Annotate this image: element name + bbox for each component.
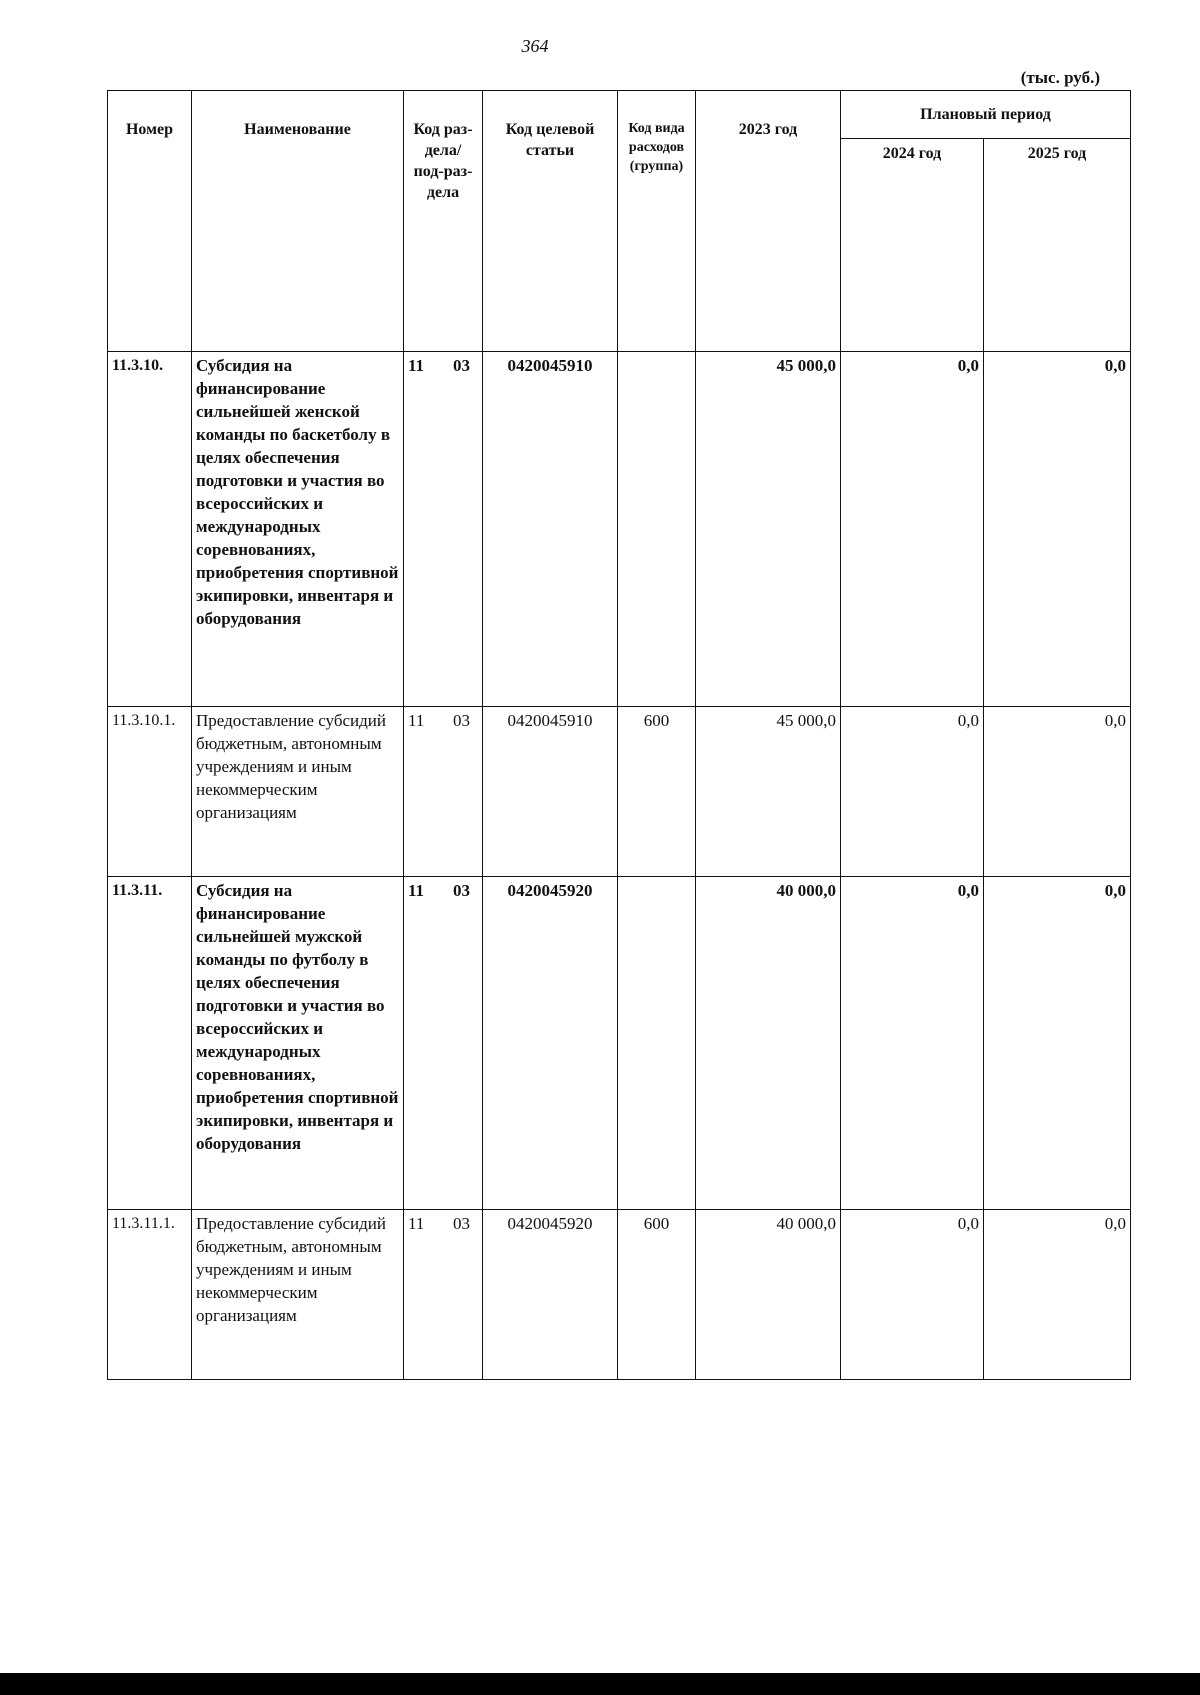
razdel-code: 11 (408, 356, 425, 375)
row-name: Субсидия на финансирование сильнейшей женской команды по баскетболу в целях обеспечения подготовки и участия во всероссийских и международных соревнованиях, приобретения спортивной экипировки, инвентаря и оборудования (192, 352, 404, 707)
row-number: 11.3.11.1. (108, 1210, 192, 1380)
row-target-code: 0420045910 (483, 707, 618, 877)
razdel-code: 11 (408, 1214, 425, 1233)
row-number: 11.3.10.1. (108, 707, 192, 877)
header-number: Номер (108, 91, 192, 352)
row-target-code: 0420045920 (483, 1210, 618, 1380)
header-razdel: Код раз-дела/ под-раз-дела (404, 91, 483, 352)
row-2024-value: 0,0 (841, 877, 984, 1210)
page-number: 364 (521, 36, 549, 56)
podrazdel-code: 03 (453, 356, 470, 375)
row-vid-code (618, 352, 696, 707)
table-row (108, 352, 1131, 707)
header-name: Наименование (192, 91, 404, 352)
razdel-code: 11 (408, 711, 425, 730)
row-2023-value: 45 000,0 (696, 352, 841, 707)
row-vid-code: 600 (618, 1210, 696, 1380)
header-2023: 2023 год (696, 91, 841, 352)
row-2025-value: 0,0 (984, 1210, 1131, 1380)
row-name: Предоставление субсидий бюджетным, автономным учреждениям и иным некоммерческим организациям (192, 1210, 404, 1380)
table-row (108, 877, 1131, 1210)
row-2025-value: 0,0 (984, 877, 1131, 1210)
row-2023-value: 40 000,0 (696, 877, 841, 1210)
podrazdel-code: 03 (453, 711, 470, 730)
table-row (108, 707, 1131, 877)
row-razdel (404, 1210, 483, 1380)
row-number: 11.3.11. (108, 877, 192, 1210)
row-name: Субсидия на финансирование сильнейшей мужской команды по футболу в целях обеспечения подготовки и участия во всероссийских и международных соревнованиях, приобретения спортивной экипировки, инвентаря и оборудования (192, 877, 404, 1210)
header-vid: Код вида расходов (группа) (618, 91, 696, 352)
row-2025-value: 0,0 (984, 707, 1131, 877)
row-number: 11.3.10. (108, 352, 192, 707)
header-target: Код целевой статьи (483, 91, 618, 352)
row-target-code: 0420045920 (483, 877, 618, 1210)
header-2025: 2025 год (984, 138, 1131, 351)
row-name: Предоставление субсидий бюджетным, автономным учреждениям и иным некоммерческим организациям (192, 707, 404, 877)
row-vid-code (618, 877, 696, 1210)
row-vid-code: 600 (618, 707, 696, 877)
row-2025-value: 0,0 (984, 352, 1131, 707)
row-razdel (404, 352, 483, 707)
row-2023-value: 40 000,0 (696, 1210, 841, 1380)
row-2024-value: 0,0 (841, 1210, 984, 1380)
podrazdel-code: 03 (453, 881, 470, 900)
row-2024-value: 0,0 (841, 352, 984, 707)
podrazdel-code: 03 (453, 1214, 470, 1233)
header-2024: 2024 год (841, 138, 984, 351)
row-razdel (404, 877, 483, 1210)
table-row (108, 1210, 1131, 1380)
scan-bottom-edge (0, 1673, 1200, 1695)
units-note: (тыс. руб.) (1020, 68, 1100, 87)
header-plan-period: Плановый период (841, 91, 1131, 139)
row-razdel (404, 707, 483, 877)
razdel-code: 11 (408, 881, 425, 900)
row-2024-value: 0,0 (841, 707, 984, 877)
row-2023-value: 45 000,0 (696, 707, 841, 877)
budget-table (107, 90, 1131, 1380)
row-target-code: 0420045910 (483, 352, 618, 707)
